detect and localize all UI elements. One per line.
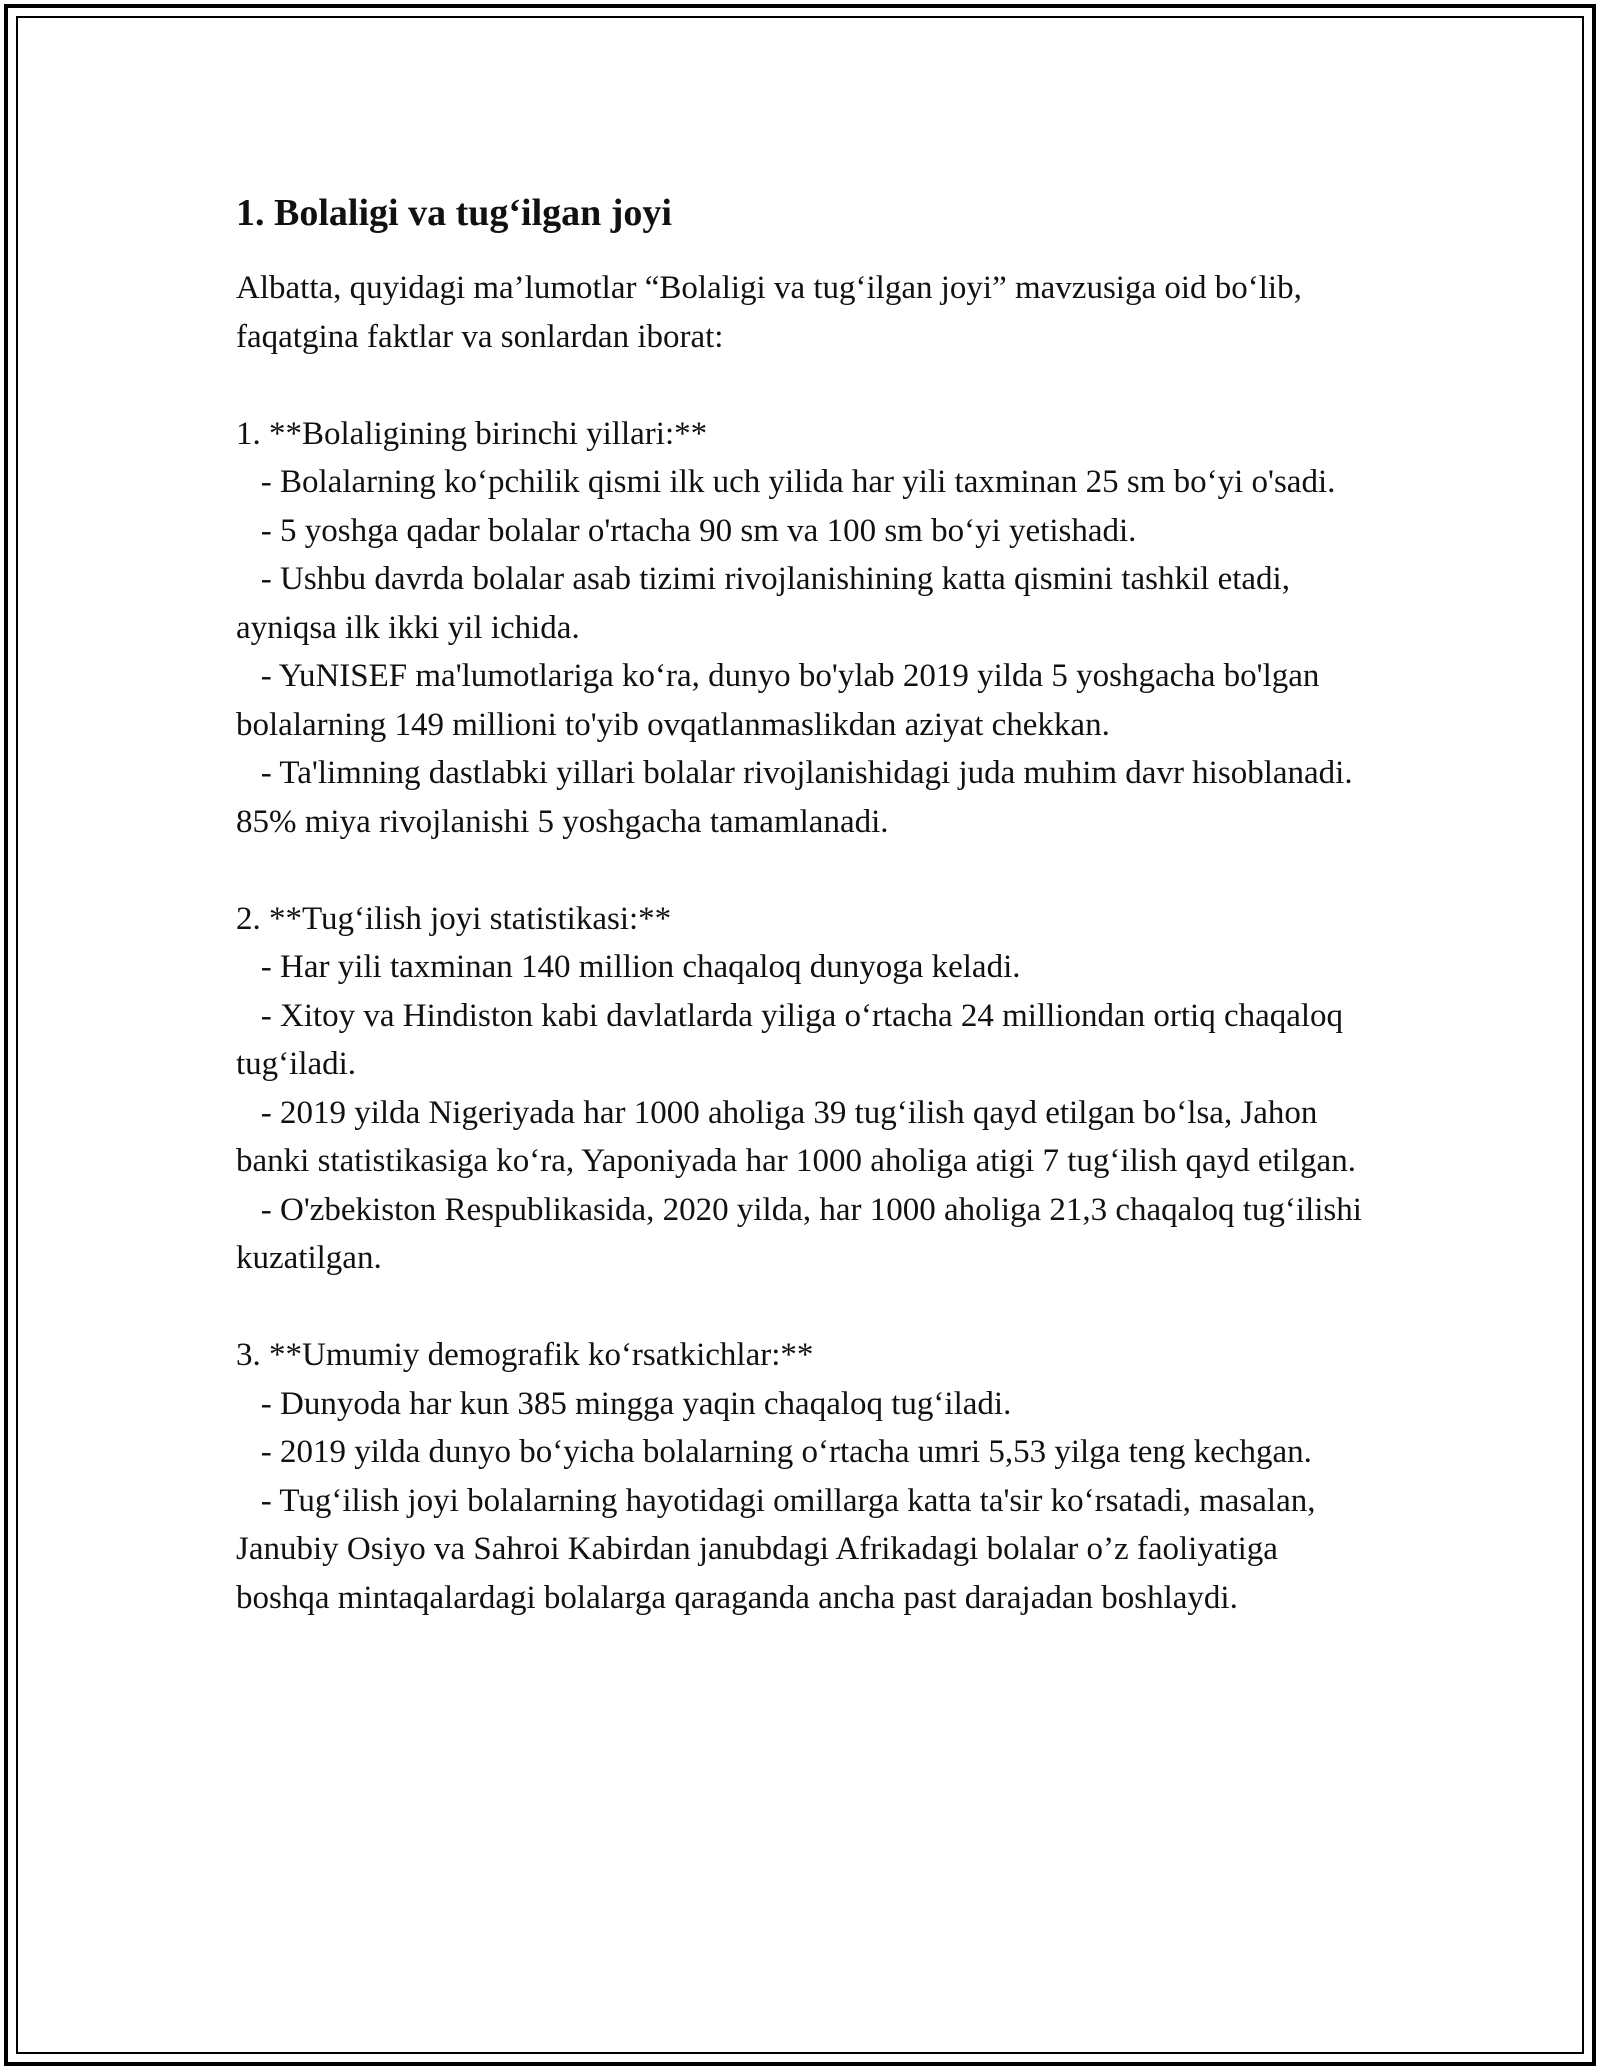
list-item: - O'zbekiston Respublikasida, 2020 yilda, har 1000 aholiga 21,3 chaqaloq tug‘ilishi kuzatilgan. — [236, 1191, 1371, 1276]
list-item: - Har yili taxminan 140 million chaqaloq dunyoga keladi. — [236, 949, 1021, 985]
list-item: - Bolalarning ko‘pchilik qismi ilk uch yilida har yili taxminan 25 sm bo‘yi o'sadi. — [236, 464, 1336, 500]
list-item: - Xitoy va Hindiston kabi davlatlarda yiliga o‘rtacha 24 milliondan ortiq chaqaloq tug‘iladi. — [236, 997, 1352, 1082]
list-item: - YuNISEF ma'lumotlariga ko‘ra, dunyo bo'ylab 2019 yilda 5 yoshgacha bo'lgan bolalarning 149 millioni to'yib ovqatlanmaslikdan aziyat chekkan. — [236, 658, 1328, 743]
section-heading: 1. **Bolaligining birinchi yillari:** — [236, 415, 708, 452]
list-item: - Ushbu davrda bolalar asab tizimi rivojlanishining katta qismini tashkil etadi, ayniqsa ilk ikki yil ichida. — [236, 561, 1299, 646]
spacer — [236, 361, 1366, 410]
spacer — [236, 846, 1366, 895]
document-body — [236, 188, 1371, 1622]
list-item: - 5 yoshga qadar bolalar o'rtacha 90 sm va 100 sm bo‘yi yetishadi. — [236, 512, 1137, 549]
list-item: - Ta'limning dastlabki yillari bolalar rivojlanishidagi juda muhim davr hisoblanadi. 85% miya rivojlanishi 5 yoshgacha tamamlanadi. — [236, 755, 1361, 840]
document-title: 1. Bolaligi va tug‘ilgan joyi — [236, 192, 672, 234]
list-item: - 2019 yilda dunyo bo‘yicha bolalarning o‘rtacha umri 5,53 yilga teng kechgan. — [236, 1434, 1312, 1470]
list-item: - 2019 yilda Nigeriyada har 1000 aholiga 39 tug‘ilish qayd etilgan bo‘lsa, Jahon banki statistikasiga ko‘ra, Yaponiyada har 1000 aholiga atigi 7 tug‘ilish qayd etilgan. — [236, 1094, 1356, 1179]
section-heading: 3. **Umumiy demografik ko‘rsatkichlar:** — [236, 1337, 814, 1373]
section-heading: 2. **Tug‘ilish joyi statistikasi:** — [236, 900, 672, 937]
list-item: - Dunyoda har kun 385 mingga yaqin chaqaloq tug‘iladi. — [236, 1385, 1012, 1422]
spacer — [236, 1283, 1366, 1332]
intro-paragraph: Albatta, quyidagi ma’lumotlar “Bolaligi va tug‘ilgan joyi” mavzusiga oid bo‘lib, faqatgina faktlar va sonlardan iborat: — [236, 270, 1302, 355]
list-item: - Tug‘ilish joyi bolalarning hayotidagi omillarga katta ta'sir ko‘rsatadi, masalan, Janubiy Osiyo va Sahroi Kabirdan janubdagi Afrikadagi bolalar o’z faoliyatiga boshqa mintaqalardagi bolalarga qaraganda ancha past darajadan boshlaydi. — [236, 1482, 1324, 1616]
